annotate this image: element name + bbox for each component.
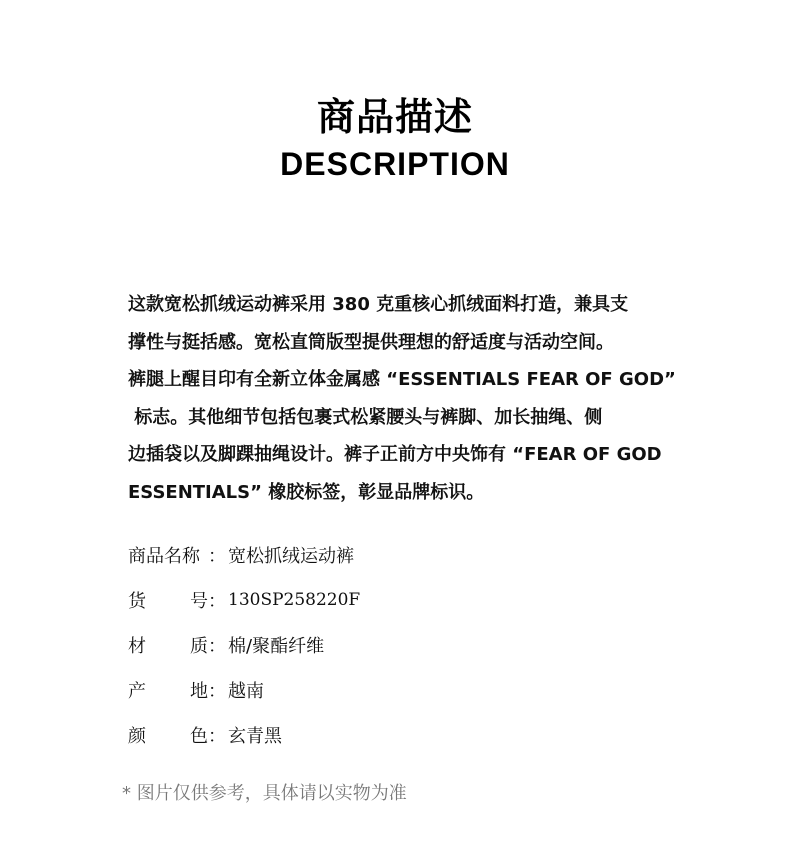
product-specs (128, 532, 628, 757)
description-line: 边插袋以及脚踝抽绳设计。裤子正前方中央饰有 “FEAR OF GOD (128, 444, 662, 465)
description-line: 这款宽松抓绒运动裤采用 380 克重核心抓绒面料打造，兼具支 (128, 294, 629, 315)
spec-colon: ： (208, 545, 226, 567)
spec-label-char: 材 (128, 635, 146, 657)
spec-label (128, 632, 208, 658)
disclaimer-note: * 图片仅供参考，具体请以实物为准 (122, 783, 407, 804)
spec-row-material (128, 622, 628, 667)
spec-label-char: 质 (190, 635, 208, 657)
spec-value: 玄青黑 (228, 725, 282, 747)
spec-label: 商品名称 (128, 545, 200, 567)
spec-value: 宽松抓绒运动裤 (228, 545, 354, 567)
spec-value: 棉/聚酯纤维 (228, 635, 325, 657)
spec-label-char: 地 (190, 680, 208, 702)
spec-label-char: 颜 (128, 725, 146, 747)
spec-colon: ： (208, 725, 226, 747)
page-subtitle: DESCRIPTION (280, 146, 510, 182)
spec-row-origin (128, 667, 628, 712)
spec-label-char: 产 (128, 680, 146, 702)
product-description (128, 286, 676, 511)
spec-row-color (128, 712, 628, 757)
spec-value: 130SP258220F (228, 589, 361, 610)
spec-colon: ： (208, 635, 226, 657)
spec-label (128, 677, 208, 703)
description-line: 撑性与挺括感。宽松直筒版型提供理想的舒适度与活动空间。 (128, 331, 614, 353)
spec-row-name (128, 532, 628, 577)
spec-colon: ： (208, 680, 226, 702)
spec-colon: ： (208, 590, 226, 612)
page-title: 商品描述 (316, 95, 473, 139)
spec-label (128, 587, 208, 613)
spec-value: 越南 (228, 680, 264, 702)
spec-row-sku (128, 577, 628, 622)
description-line: ESSENTIALS” 橡胶标签，彰显品牌标识。 (128, 481, 485, 503)
description-line: 标志。其他细节包括包裹式松紧腰头与裤脚、加长抽绳、侧 (128, 406, 603, 428)
spec-label-char: 色 (190, 725, 208, 747)
spec-label (128, 722, 208, 748)
spec-label-char: 货 (128, 590, 146, 612)
spec-label-char: 号 (190, 590, 208, 612)
description-line: 裤腿上醒目印有全新立体金属感 “ESSENTIALS FEAR OF GOD” (128, 369, 676, 390)
